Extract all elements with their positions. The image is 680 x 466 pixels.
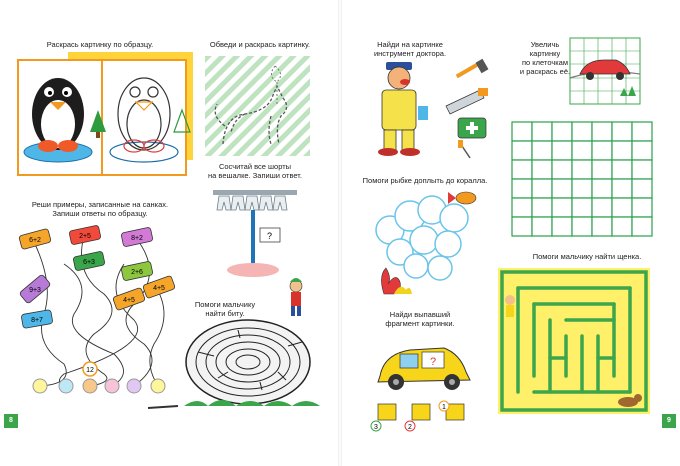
- saw-tool: [446, 88, 488, 114]
- grid-cell[interactable]: [512, 122, 532, 141]
- sled-label: 8+2: [131, 235, 143, 242]
- sled-item: [69, 225, 101, 245]
- hanger-with-shorts: [205, 188, 305, 283]
- sample-answer: 12: [86, 367, 94, 374]
- grid-cell[interactable]: [532, 179, 552, 198]
- right-page: [340, 0, 680, 466]
- sled-item: [121, 261, 153, 281]
- grid-cell[interactable]: [572, 122, 592, 141]
- grid-cell[interactable]: [552, 122, 572, 141]
- page-number-right: 9: [662, 414, 676, 428]
- grid-cell[interactable]: [612, 160, 632, 179]
- grid-cell[interactable]: [532, 198, 552, 217]
- task-sleds-examples: Реши примеры, записанные на санках. Запиши ответы по образцу.: [31, 200, 169, 218]
- task-count-shorts: Сосчитай все шорты на вешалке. Запиши ответ.: [208, 162, 302, 180]
- task-trace-and-color: Обведи и раскрась картинку.: [209, 40, 311, 49]
- grid-cell[interactable]: [632, 198, 652, 217]
- yellow-car: [378, 348, 470, 390]
- grid-cell[interactable]: [592, 198, 612, 217]
- sled-item: [73, 251, 105, 271]
- grid-cell[interactable]: [592, 141, 612, 160]
- grid-cell[interactable]: [532, 160, 552, 179]
- grid-cell[interactable]: [572, 198, 592, 217]
- boy-figure: [290, 278, 302, 316]
- grid-cell[interactable]: [512, 160, 532, 179]
- grid-cell[interactable]: [612, 179, 632, 198]
- medical-kit: [458, 118, 486, 138]
- grid-cell[interactable]: [572, 217, 592, 236]
- grid-cell[interactable]: [572, 141, 592, 160]
- grid-cell[interactable]: [592, 217, 612, 236]
- grid-cell[interactable]: [512, 141, 532, 160]
- fragment-label: 2: [408, 424, 412, 431]
- grid-cell[interactable]: [532, 141, 552, 160]
- task-fish-to-coral: Помоги рыбке доплыть до коралла.: [362, 176, 488, 185]
- task-find-puppy: Помоги мальчику найти щенка.: [532, 252, 642, 261]
- doctor-scene: [360, 62, 510, 162]
- sled-label: 9+3: [29, 287, 41, 294]
- answer-circles: [33, 362, 165, 393]
- grid-cell[interactable]: [632, 122, 652, 141]
- ball-maze: [178, 272, 328, 412]
- grid-cell[interactable]: [552, 141, 572, 160]
- empty-copy-grid[interactable]: [512, 122, 662, 242]
- grid-cell[interactable]: [592, 160, 612, 179]
- grid-cell[interactable]: [512, 179, 532, 198]
- sled-label: 2+6: [131, 269, 143, 276]
- sled-label: 4+5: [153, 285, 165, 292]
- sled-item: [121, 227, 153, 247]
- sled-item: [21, 310, 53, 329]
- trace-fox-picture: [205, 56, 310, 156]
- sample-car-grid: [570, 38, 640, 104]
- sled-label: 4+5: [123, 297, 135, 304]
- task-doctor-tool: Найди на картинке инструмент доктора.: [373, 40, 447, 58]
- sled-item: [143, 275, 176, 298]
- sleds-puzzle: [14, 224, 186, 414]
- sled-label: 6+3: [83, 259, 95, 266]
- grid-cell[interactable]: [552, 160, 572, 179]
- grid-cell[interactable]: [612, 122, 632, 141]
- sled-label: 2+5: [79, 233, 91, 240]
- grid-cell[interactable]: [592, 179, 612, 198]
- boy-figure: [505, 295, 515, 317]
- fragment-options: [371, 401, 464, 431]
- penguin-coloring-panel: [18, 52, 193, 177]
- bubble-maze: [370, 190, 480, 300]
- grid-cell[interactable]: [572, 160, 592, 179]
- screwdriver-tool: [458, 140, 470, 158]
- task-find-bat: Помоги мальчику найти биту.: [194, 300, 256, 318]
- sled-item: [19, 228, 52, 249]
- grid-cell[interactable]: [612, 217, 632, 236]
- fragment-label: 3: [374, 424, 378, 431]
- grid-cell[interactable]: [612, 141, 632, 160]
- grid-cell[interactable]: [572, 179, 592, 198]
- sled-item: [113, 287, 146, 310]
- sled-item: [19, 274, 51, 304]
- task-find-fragment: Найди выпавший фрагмент картинки.: [385, 310, 455, 328]
- sled-label: 8+7: [31, 317, 43, 324]
- grid-cell[interactable]: [632, 179, 652, 198]
- grid-cell[interactable]: [592, 122, 612, 141]
- sled-label: 6+2: [29, 237, 41, 244]
- svg-text:?: ?: [267, 231, 273, 241]
- grid-cell[interactable]: [632, 141, 652, 160]
- sled-examples: [19, 225, 176, 328]
- missing-fragment-question: ?: [430, 356, 437, 368]
- grid-cell[interactable]: [552, 198, 572, 217]
- grid-cell[interactable]: [552, 217, 572, 236]
- grid-cell[interactable]: [512, 198, 532, 217]
- hammer-tool: [456, 59, 489, 78]
- grid-cell[interactable]: [632, 217, 652, 236]
- grid-cell[interactable]: [532, 122, 552, 141]
- puppy-maze: [498, 268, 650, 414]
- grid-cell[interactable]: [552, 179, 572, 198]
- page-number-left: 8: [4, 414, 18, 428]
- grid-cell[interactable]: [632, 160, 652, 179]
- task-enlarge-picture: Увеличь картинку по клеточкам и раскрась её.: [519, 40, 571, 76]
- grid-cell[interactable]: [512, 217, 532, 236]
- fragment-label: 1: [442, 404, 446, 411]
- grid-cell[interactable]: [612, 198, 632, 217]
- grid-cell[interactable]: [532, 217, 552, 236]
- task-color-by-sample: Раскрась картинку по образцу.: [46, 40, 154, 49]
- doctor-figure: [378, 62, 428, 156]
- fish-figure: [448, 192, 476, 204]
- car-fragment-puzzle: [370, 336, 510, 436]
